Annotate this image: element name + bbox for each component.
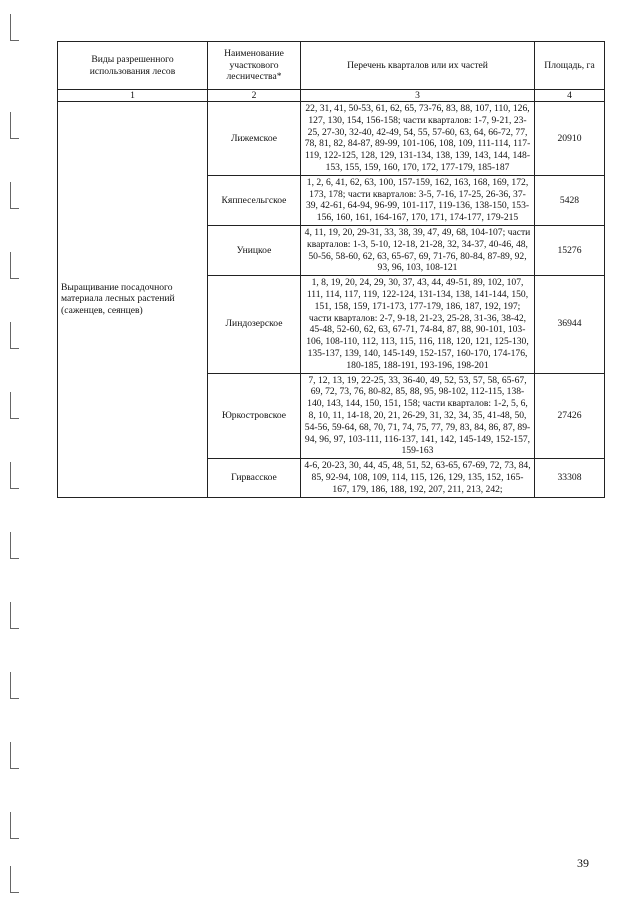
header-quarters: Перечень кварталов или их частей xyxy=(301,42,535,90)
binding-mark xyxy=(10,602,19,629)
forest-use-table xyxy=(57,41,605,498)
area-value: 15276 xyxy=(535,226,605,276)
binding-mark xyxy=(10,866,19,893)
area-value: 36944 xyxy=(535,276,605,373)
forestry-name: Уницкое xyxy=(208,226,301,276)
area-value: 27426 xyxy=(535,373,605,459)
binding-mark xyxy=(10,742,19,769)
binding-mark xyxy=(10,252,19,279)
binding-mark xyxy=(10,812,19,839)
column-number: 4 xyxy=(535,90,605,102)
header-row xyxy=(58,42,605,90)
area-value: 20910 xyxy=(535,102,605,176)
quarters-list: 1, 2, 6, 41, 62, 63, 100, 157-159, 162, 163, 168, 169, 172, 173, 178; части кварталов: 3-5, 7-16, 17-25, 26-36, 37-39, 42-61, 64-94, 96-99, 101-117, 119-136, 138-150, 153-156, 160, 161, 164-167, 170, 171, 174-177, 179-215 xyxy=(301,175,535,225)
binding-mark xyxy=(10,392,19,419)
header-area: Площадь, га xyxy=(535,42,605,90)
area-value: 5428 xyxy=(535,175,605,225)
forestry-name: Юркостровское xyxy=(208,373,301,459)
binding-mark xyxy=(10,14,19,41)
header-forestry: Наименование участкового лесничества* xyxy=(208,42,301,90)
forestry-name: Линдозерское xyxy=(208,276,301,373)
binding-mark xyxy=(10,462,19,489)
column-number-row xyxy=(58,90,605,102)
page-number: 39 xyxy=(577,856,589,870)
forestry-name: Гирвасское xyxy=(208,459,301,497)
binding-mark xyxy=(10,322,19,349)
binding-mark xyxy=(10,672,19,699)
quarters-list: 4-6, 20-23, 30, 44, 45, 48, 51, 52, 63-65, 67-69, 72, 73, 84, 85, 92-94, 108, 109, 114, 115, 126, 129, 135, 152, 165-167, 179, 186, 188, 192, 207, 211, 213, 242; xyxy=(301,459,535,497)
table-row xyxy=(58,102,605,176)
binding-mark xyxy=(10,182,19,209)
header-land-use: Виды разрешенного использования лесов xyxy=(58,42,208,90)
column-number: 2 xyxy=(208,90,301,102)
quarters-list: 1, 8, 19, 20, 24, 29, 30, 37, 43, 44, 49-51, 89, 102, 107, 111, 114, 117, 119, 122-124, 131-134, 138, 141-144, 150, 151, 158, 159, 171-173, 177-179, 186, 187, 192, 197; части кварталов: 2-7, 9-18, 21-23, 25-28, 31-36, 38-42, 45-48, 52-60, 62, 63, 67-71, 74-84, 87, 88, 90-101, 103-106, 108-110, 112, 113, 115, 116, 118, 120, 121, 125-130, 135-137, 139, 140, 145-149, 152-157, 160-170, 174-176, 180-185, 188-191, 193-196, 198-201 xyxy=(301,276,535,373)
forestry-name: Лижемское xyxy=(208,102,301,176)
quarters-list: 22, 31, 41, 50-53, 61, 62, 65, 73-76, 83, 88, 107, 110, 126, 127, 130, 154, 156-158; части кварталов: 1-7, 9-21, 23-25, 27-30, 32-40, 42-49, 54, 55, 57-60, 63, 64, 66-72, 77, 78, 81, 82, 84-87, 89-99, 101-106, 108, 109, 111-114, 117-119, 122-125, 128, 129, 131-134, 138, 139, 143, 144, 148-153, 155, 159, 160, 170, 172, 177-179, 185-187 xyxy=(301,102,535,176)
forestry-name: Кяппесельгское xyxy=(208,175,301,225)
binding-margin xyxy=(0,0,30,905)
binding-mark xyxy=(10,112,19,139)
quarters-list: 7, 12, 13, 19, 22-25, 33, 36-40, 49, 52, 53, 57, 58, 65-67, 69, 72, 73, 76, 80-82, 85, 88, 95, 98-102, 112-115, 138-140, 143, 144, 150, 151, 158; части кварталов: 1-2, 5, 6, 8, 10, 11, 14-18, 20, 21, 26-29, 31, 32, 34, 35, 41-48, 50, 54-56, 59-64, 68, 70, 71, 74, 75, 77, 79, 83, 84, 86, 87, 89-94, 96, 97, 103-111, 116-137, 141, 142, 145-149, 152-157, 159-163 xyxy=(301,373,535,459)
column-number: 3 xyxy=(301,90,535,102)
binding-mark xyxy=(10,532,19,559)
area-value: 33308 xyxy=(535,459,605,497)
column-number: 1 xyxy=(58,90,208,102)
quarters-list: 4, 11, 19, 20, 29-31, 33, 38, 39, 47, 49, 68, 104-107; части кварталов: 1-3, 5-10, 12-18, 21-28, 32, 34-37, 40-46, 48, 50-56, 58-60, 62, 63, 65-67, 69, 71-76, 80-84, 87-89, 92, 93, 96, 103, 108-121 xyxy=(301,226,535,276)
land-use-cell: Выращивание посадочного материала лесных растений (саженцев, сеянцев) xyxy=(58,102,208,498)
